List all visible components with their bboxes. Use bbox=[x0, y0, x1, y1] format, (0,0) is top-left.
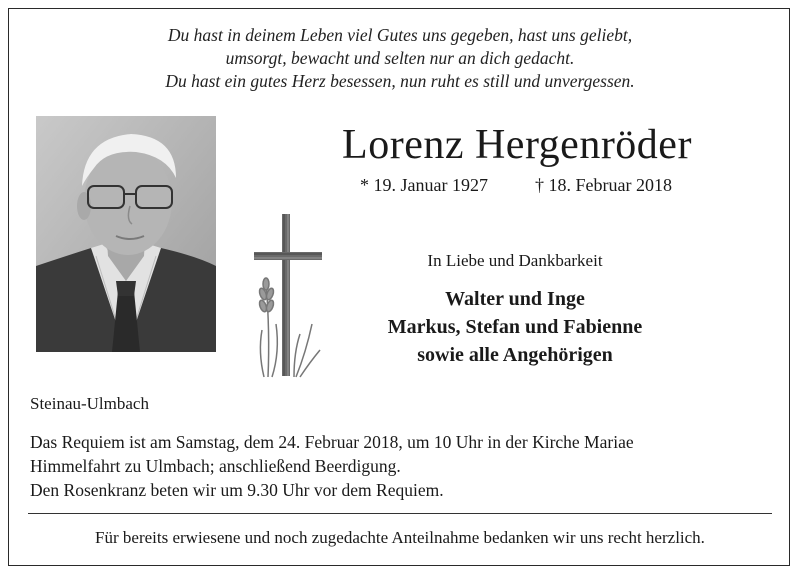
mourners-intro: In Liebe und Dankbarkeit bbox=[427, 251, 603, 270]
portrait-illustration bbox=[36, 116, 216, 352]
requiem-line-1: Das Requiem ist am Samstag, dem 24. Februar 2018, um 10 Uhr in der Kirche Mariae bbox=[30, 432, 634, 452]
poem-line-2: umsorgt, bewacht und selten nur an dich gedacht. bbox=[225, 48, 575, 68]
birth-date: * 19. Januar 1927 bbox=[360, 175, 488, 195]
poem-line-3: Du hast ein gutes Herz besessen, nun ruht es still und unvergessen. bbox=[165, 71, 635, 91]
poem bbox=[0, 24, 800, 93]
requiem-line-3: Den Rosenkranz beten wir um 9.30 Uhr vor dem Requiem. bbox=[30, 480, 444, 500]
poem-line-1: Du hast in deinem Leben viel Gutes uns gegeben, hast uns geliebt, bbox=[167, 25, 633, 45]
requiem-line-2: Himmelfahrt zu Ulmbach; anschließend Beerdigung. bbox=[30, 456, 401, 476]
requiem-info bbox=[30, 430, 778, 502]
mourners-line-1: Walter und Inge bbox=[445, 288, 585, 310]
death-date: † 18. Februar 2018 bbox=[535, 175, 672, 195]
cross-icon bbox=[250, 212, 330, 380]
deceased-name: Lorenz Hergenröder bbox=[342, 122, 692, 168]
mourners-line-2: Markus, Stefan und Fabienne bbox=[387, 316, 643, 338]
portrait-photo bbox=[36, 116, 216, 352]
place-name: Steinau-Ulmbach bbox=[30, 394, 149, 413]
mourners-list bbox=[330, 285, 700, 369]
divider bbox=[28, 513, 772, 514]
mourners-line-3: sowie alle Angehörigen bbox=[417, 344, 613, 366]
thanks-note: Für bereits erwiesene und noch zugedachte Anteilnahme bedanken wir uns recht herzlich. bbox=[95, 528, 705, 547]
